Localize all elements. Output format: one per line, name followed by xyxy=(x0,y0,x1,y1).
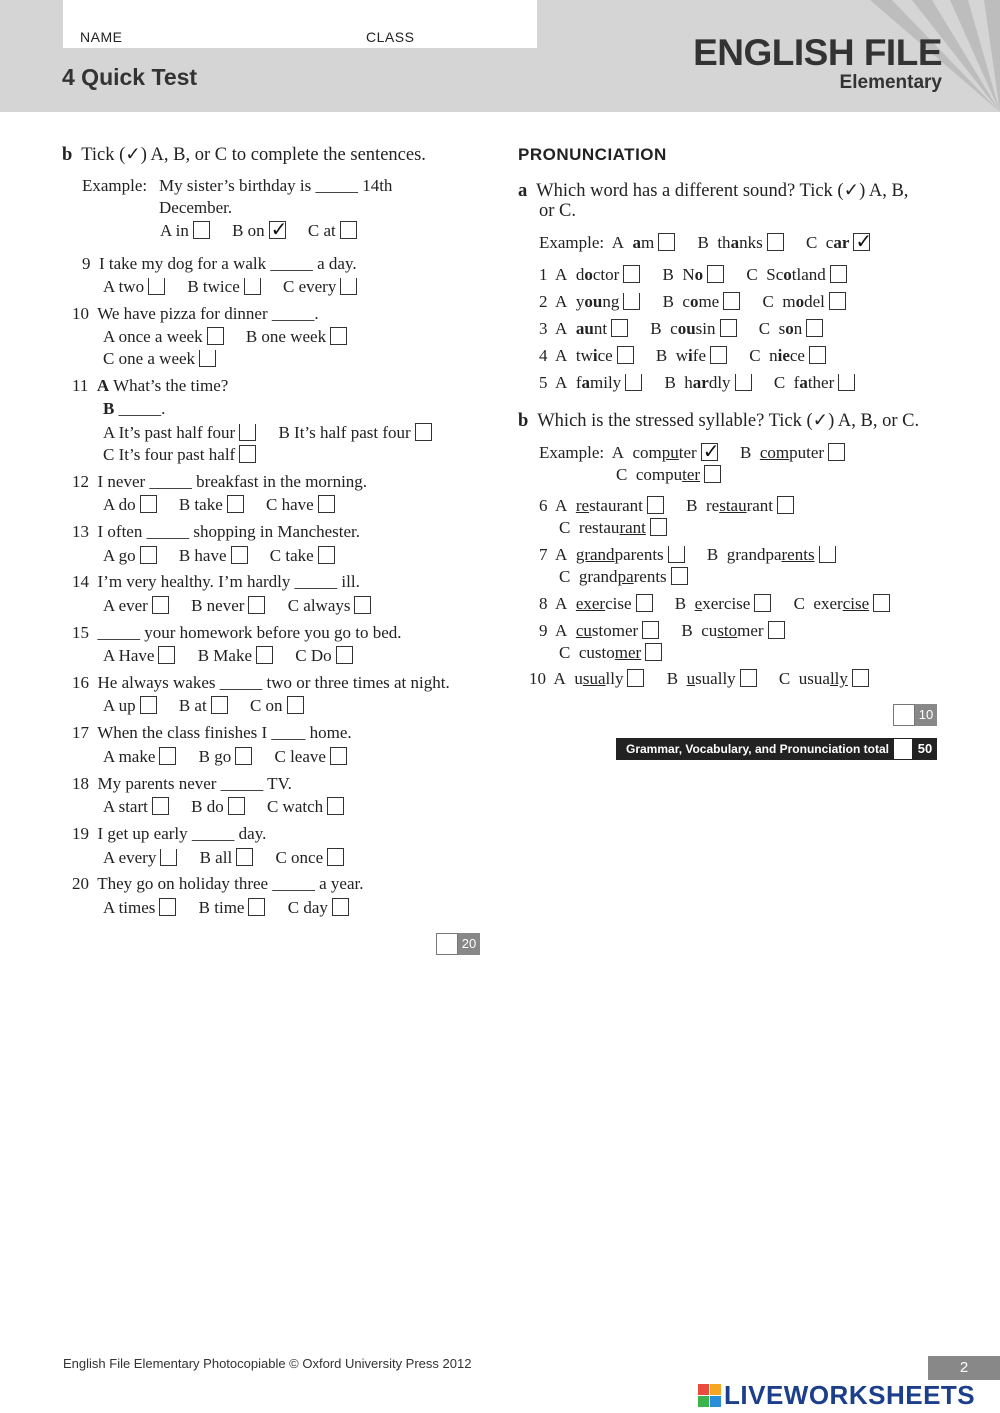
question-11-options-ab: A It’s past half four B It’s half past four xyxy=(103,423,432,443)
pron4-checkbox-a[interactable] xyxy=(617,346,634,364)
pronunciation-a-example: Example: A am B thanks C car✓ xyxy=(539,233,870,253)
pron3-checkbox-c[interactable] xyxy=(806,319,823,337)
stress9-checkbox-c[interactable] xyxy=(645,643,662,661)
question-18-options: A start B do C watch xyxy=(103,797,344,817)
quick-test-title: 4 Quick Test xyxy=(62,64,198,90)
footer-copyright xyxy=(63,1356,471,1371)
question-10: 10 We have pizza for dinner _____. xyxy=(72,304,319,323)
q14-checkbox-c[interactable] xyxy=(354,596,371,614)
pron-question-3: 3 A aunt B cousin C son xyxy=(539,319,823,339)
pron-question-2: 2 A young B come C model xyxy=(539,292,846,312)
q15-checkbox-b[interactable] xyxy=(256,646,273,664)
pron3-checkbox-a[interactable] xyxy=(611,319,628,337)
grammar-score-max: 20 xyxy=(458,933,480,955)
name-class-box xyxy=(63,0,537,48)
q10-checkbox-a[interactable] xyxy=(207,327,224,345)
question-20-options: A times B time C day xyxy=(103,898,349,918)
example-line1: My sister’s birthday is _____ 14th xyxy=(159,176,393,195)
q19-checkbox-b[interactable] xyxy=(236,848,253,866)
pron-question-1: 1 A doctor B No C Scotland xyxy=(539,265,847,285)
q13-checkbox-c[interactable] xyxy=(318,546,335,564)
pron5-checkbox-c[interactable] xyxy=(838,374,855,391)
q14-checkbox-a[interactable] xyxy=(152,596,169,614)
example-line2: December. xyxy=(159,198,233,217)
question-19-options: A every B all C once xyxy=(103,848,344,868)
pronunciation-score-input[interactable] xyxy=(893,704,915,726)
pron-question-4: 4 A twice B wife C niece xyxy=(539,346,826,366)
q15-checkbox-c[interactable] xyxy=(336,646,353,664)
question-12: 12 I never _____ breakfast in the morning. xyxy=(72,472,368,491)
q16-checkbox-c[interactable] xyxy=(287,696,304,714)
stress9-checkbox-b[interactable] xyxy=(768,621,785,639)
stress7-checkbox-c[interactable] xyxy=(671,567,688,585)
grammar-instruction: b Tick (✓) A, B, or C to complete the sentences. xyxy=(62,145,426,165)
page-number: 2 xyxy=(928,1356,1000,1380)
pronunciation-a-instruction-cont: or C. xyxy=(539,201,576,221)
pron2-checkbox-b[interactable] xyxy=(723,292,740,310)
pron1-checkbox-c[interactable] xyxy=(830,265,847,283)
question-11-option-c: C It’s four past half xyxy=(103,445,256,465)
q19-checkbox-c[interactable] xyxy=(327,848,344,866)
pronunciation-title: PRONUNCIATION xyxy=(518,145,667,164)
stress-question-6: 6 A restaurant B restaurant xyxy=(539,496,794,516)
page-header xyxy=(0,0,1000,112)
question-19: 19 I get up early _____ day. xyxy=(72,824,267,843)
pronunciation-b-instruction: b Which is the stressed syllable? Tick (✓) A, B, or C. xyxy=(518,411,920,431)
question-12-options: A do B take C have xyxy=(103,495,335,515)
q18-checkbox-c[interactable] xyxy=(327,797,344,815)
liveworksheets-text: LIVEWORKSHEETS xyxy=(724,1380,976,1410)
q18-checkbox-a[interactable] xyxy=(152,797,169,815)
q16-checkbox-b[interactable] xyxy=(211,696,228,714)
question-17: 17 When the class finishes I ____ home. xyxy=(72,723,352,742)
q11-checkbox-c[interactable] xyxy=(239,445,256,463)
pron3-checkbox-b[interactable] xyxy=(720,319,737,337)
example-checkbox-c[interactable] xyxy=(340,221,357,239)
liveworksheets-watermark xyxy=(698,1380,975,1411)
q20-checkbox-b[interactable] xyxy=(248,898,265,916)
pronunciation-a-instruction: a Which word has a different sound? Tick (✓) A, B, xyxy=(518,181,909,201)
stress-question-10: 10 A usually B usually C usually xyxy=(529,669,869,689)
total-label-bar: Grammar, Vocabulary, and Pronunciation total xyxy=(616,738,893,760)
pron-example-checkbox-c-checked[interactable] xyxy=(853,233,870,251)
class-label: CLASS xyxy=(366,29,415,45)
q10-checkbox-c[interactable] xyxy=(199,350,216,367)
stress8-checkbox-c[interactable] xyxy=(873,594,890,612)
stress-question-7-c: C grandparents xyxy=(559,567,688,587)
q12-checkbox-a[interactable] xyxy=(140,495,157,513)
stress7-checkbox-a[interactable] xyxy=(668,546,685,563)
q17-checkbox-c[interactable] xyxy=(330,747,347,765)
stress-example-ab: Example: A computer✓ B computer xyxy=(539,443,845,463)
q17-checkbox-b[interactable] xyxy=(235,747,252,765)
q15-checkbox-a[interactable] xyxy=(158,646,175,664)
brand-logo xyxy=(693,34,942,94)
q9-checkbox-a[interactable] xyxy=(148,278,165,295)
q20-checkbox-a[interactable] xyxy=(159,898,176,916)
question-11-response: B _____. xyxy=(103,399,166,418)
example-label: Example: xyxy=(82,176,148,195)
example-checkbox-a[interactable] xyxy=(193,221,210,239)
q17-checkbox-a[interactable] xyxy=(159,747,176,765)
brand-level: Elementary xyxy=(839,72,942,93)
pron5-checkbox-a[interactable] xyxy=(625,374,642,391)
pron1-checkbox-a[interactable] xyxy=(623,265,640,283)
pron2-checkbox-c[interactable] xyxy=(829,292,846,310)
question-16-options: A up B at C on xyxy=(103,696,304,716)
stress-question-9-c: C customer xyxy=(559,643,662,663)
name-label: NAME xyxy=(80,29,123,45)
liveworksheets-logo-icon xyxy=(698,1384,721,1407)
stress-question-9: 9 A customer B customer xyxy=(539,621,785,641)
stress-example-checkbox-b[interactable] xyxy=(828,443,845,461)
pron5-checkbox-b[interactable] xyxy=(735,374,752,391)
question-15: 15 _____ your homework before you go to bed. xyxy=(72,623,402,642)
q11-checkbox-a[interactable] xyxy=(239,424,256,441)
pron1-checkbox-b[interactable] xyxy=(707,265,724,283)
pron4-checkbox-b[interactable] xyxy=(710,346,727,364)
question-18: 18 My parents never _____ TV. xyxy=(72,774,292,793)
question-13-options: A go B have C take xyxy=(103,546,335,566)
q20-checkbox-c[interactable] xyxy=(332,898,349,916)
question-17-options: A make B go C leave xyxy=(103,747,347,767)
q14-checkbox-b[interactable] xyxy=(248,596,265,614)
footer-copyright-text: Photocopiable © Oxford University Press 2012 xyxy=(199,1356,472,1371)
question-15-options: A Have B Make C Do xyxy=(103,646,353,666)
q18-checkbox-b[interactable] xyxy=(228,797,245,815)
q11-checkbox-b[interactable] xyxy=(415,423,432,441)
q9-checkbox-c[interactable] xyxy=(340,278,357,295)
stress10-checkbox-b[interactable] xyxy=(740,669,757,687)
grammar-score-input[interactable] xyxy=(436,933,458,955)
question-9: 9 I take my dog for a walk _____ a day. xyxy=(82,254,357,273)
q10-checkbox-b[interactable] xyxy=(330,327,347,345)
q16-checkbox-a[interactable] xyxy=(140,696,157,714)
question-20: 20 They go on holiday three _____ a year. xyxy=(72,874,364,893)
example-options: A in B on✓ C at xyxy=(160,221,357,241)
q13-checkbox-a[interactable] xyxy=(140,546,157,564)
question-16: 16 He always wakes _____ two or three times at night. xyxy=(72,673,450,692)
question-10-option-c: C one a week xyxy=(103,349,216,369)
pron2-checkbox-a[interactable] xyxy=(623,293,640,310)
pron-example-checkbox-a[interactable] xyxy=(658,233,675,251)
stress-question-8: 8 A exercise B exercise C exercise xyxy=(539,594,890,614)
example-checkbox-b-checked[interactable] xyxy=(269,221,286,239)
stress6-checkbox-a[interactable] xyxy=(647,496,664,514)
pron4-checkbox-c[interactable] xyxy=(809,346,826,364)
question-10-options-ab: A once a week B one week xyxy=(103,327,347,347)
grammar-score-box xyxy=(436,933,480,955)
stress8-checkbox-b[interactable] xyxy=(754,594,771,612)
pronunciation-score-box xyxy=(893,704,937,726)
pron-example-checkbox-b[interactable] xyxy=(767,233,784,251)
total-score-max: 50 xyxy=(913,738,937,760)
brand-name: ENGLISH FILE xyxy=(693,32,942,73)
stress-example-checkbox-c[interactable] xyxy=(704,465,721,483)
question-11: 11 A What’s the time? xyxy=(72,376,229,395)
q19-checkbox-a[interactable] xyxy=(160,849,177,866)
stress9-checkbox-a[interactable] xyxy=(642,621,659,639)
stress8-checkbox-a[interactable] xyxy=(636,594,653,612)
q12-checkbox-c[interactable] xyxy=(318,495,335,513)
stress6-checkbox-c[interactable] xyxy=(650,518,667,536)
question-14-options: A ever B never C always xyxy=(103,596,371,616)
q9-checkbox-b[interactable] xyxy=(244,278,261,295)
stress-example-checkbox-a-checked[interactable] xyxy=(701,443,718,461)
question-9-options: A two B twice C every xyxy=(103,277,357,297)
stress-question-7: 7 A grandparents B grandparents xyxy=(539,545,836,565)
stress6-checkbox-b[interactable] xyxy=(777,496,794,514)
stress7-checkbox-b[interactable] xyxy=(819,546,836,563)
total-score-input[interactable] xyxy=(893,738,913,760)
pronunciation-score-max: 10 xyxy=(915,704,937,726)
stress-question-6-c: C restaurant xyxy=(559,518,667,538)
q12-checkbox-b[interactable] xyxy=(227,495,244,513)
q13-checkbox-b[interactable] xyxy=(231,546,248,564)
pron-question-5: 5 A family B hardly C father xyxy=(539,373,855,393)
stress-example-c: C computer xyxy=(616,465,721,485)
question-14: 14 I’m very healthy. I’m hardly _____ ill. xyxy=(72,572,360,591)
question-13: 13 I often _____ shopping in Manchester. xyxy=(72,522,361,541)
stress10-checkbox-c[interactable] xyxy=(852,669,869,687)
footer-book-title: English File Elementary xyxy=(63,1356,200,1371)
stress10-checkbox-a[interactable] xyxy=(627,669,644,687)
